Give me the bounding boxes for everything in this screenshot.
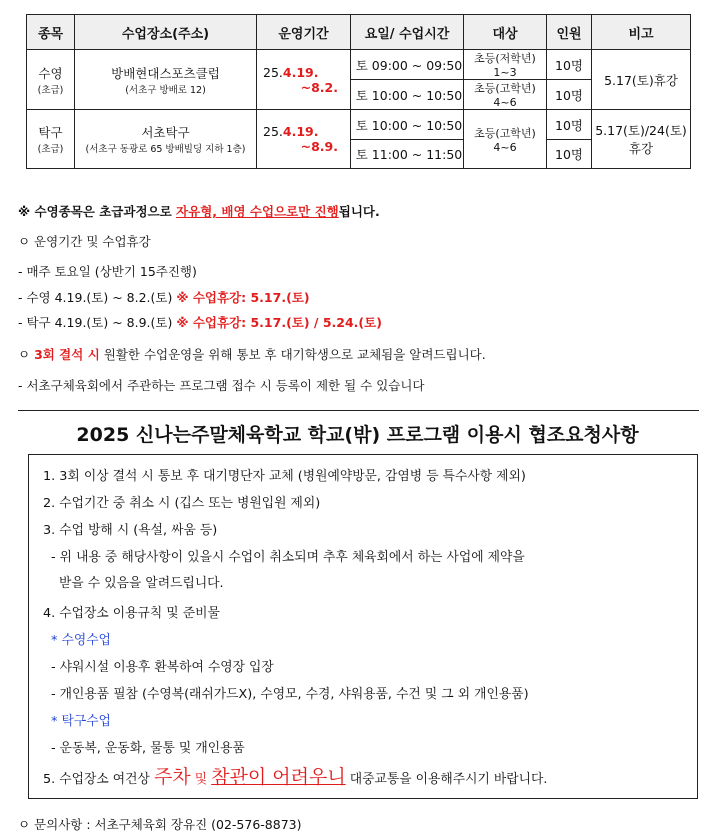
table-row <box>27 50 691 80</box>
tt-period: - 탁구 4.19.(토) ~ 8.9.(토) ※ 수업휴강: 5.17.(토) / 5.24.(토) <box>18 315 382 330</box>
list-item: 4. 수업장소 이용규칙 및 준비물 <box>43 606 220 621</box>
request-box <box>28 454 698 799</box>
schedule-table <box>26 14 691 169</box>
note-cell: 5.17(토)휴강 <box>592 50 691 110</box>
count-cell: 10명 <box>547 50 592 80</box>
registration-limit: - 서초구체육회에서 주관하는 프로그램 접수 시 등록이 제한 될 수 있습니다 <box>18 378 425 393</box>
time-cell: 토 10:00 ~ 10:50 <box>351 80 464 110</box>
place-cell: 방배현대스포츠클럽 (서초구 방배로 12) <box>75 50 257 110</box>
divider <box>18 410 699 411</box>
target-cell: 초등(고학년) 4~6 <box>464 80 547 110</box>
header-target: 대상 <box>464 15 547 50</box>
count-cell: 10명 <box>547 140 592 169</box>
target-cell: 초등(고학년) 4~6 <box>464 110 547 169</box>
time-cell: 토 11:00 ~ 11:50 <box>351 140 464 169</box>
table-header-row <box>27 15 691 50</box>
time-cell: 토 09:00 ~ 09:50 <box>351 50 464 80</box>
note-cell: 5.17(토)/24(토) 휴강 <box>592 110 691 169</box>
header-count: 인원 <box>547 15 592 50</box>
swim-period: - 수영 4.19.(토) ~ 8.2.(토) ※ 수업휴강: 5.17.(토) <box>18 290 310 305</box>
list-item: 1. 3회 이상 결석 시 통보 후 대기명단자 교체 (병원예약방문, 감염병 등 특수사항 제외) <box>43 469 526 484</box>
sport-cell: 탁구 (초급) <box>27 110 75 169</box>
list-item: - 위 내용 중 해당사항이 있을시 수업이 취소되며 추후 체육회에서 하는 사업에 제약을 <box>51 550 525 565</box>
header-place: 수업장소(주소) <box>75 15 257 50</box>
time-cell: 토 10:00 ~ 10:50 <box>351 110 464 140</box>
place-cell: 서초탁구 (서초구 동광로 65 방배빌딩 지하 1층) <box>75 110 257 169</box>
header-period: 운영기간 <box>257 15 351 50</box>
list-item: - 샤워시설 이용후 환복하여 수영장 입장 <box>51 660 274 675</box>
contact-info: ㅇ 문의사항 : 서초구체육회 장유진 (02-576-8873) <box>18 817 302 832</box>
section-title: 2025 신나는주말체육학교 학교(밖) 프로그램 이용시 협조요청사항 <box>76 424 639 446</box>
list-item: - 개인용품 필참 (수영복(래쉬가드X), 수영모, 수경, 샤워용품, 수건 및 그 외 개인용품) <box>51 687 529 702</box>
period-cell: 25.4.19. ~8.2. <box>257 50 351 110</box>
absence-notice: ㅇ 3회 결석 시 원활한 수업운영을 위해 통보 후 대기학생으로 교체됨을 알려드립니다. <box>18 347 486 362</box>
list-item: 받을 수 있음을 알려드립니다. <box>59 576 224 591</box>
period-heading: ㅇ 운영기간 및 수업휴강 <box>18 234 151 249</box>
count-cell: 10명 <box>547 80 592 110</box>
list-item: * 탁구수업 <box>51 714 111 729</box>
list-item: - 운동복, 운동화, 물통 및 개인용품 <box>51 741 245 756</box>
list-item: 3. 수업 방해 시 (욕설, 싸움 등) <box>43 523 218 538</box>
header-time: 요일/ 수업시간 <box>351 15 464 50</box>
swim-notice: ※ 수영종목은 초급과정으로 자유형, 배영 수업으로만 진행됩니다. <box>18 204 380 219</box>
list-item: 5. 수업장소 여건상 주차 및 참관이 어려우니 대중교통을 이용해주시기 바랍니다. <box>43 766 548 788</box>
target-cell: 초등(저학년) 1~3 <box>464 50 547 80</box>
sport-cell: 수영 (초급) <box>27 50 75 110</box>
header-sport: 종목 <box>27 15 75 50</box>
count-cell: 10명 <box>547 110 592 140</box>
every-saturday: - 매주 토요일 (상반기 15주진행) <box>18 264 197 279</box>
list-item: * 수영수업 <box>51 633 111 648</box>
period-cell: 25.4.19. ~8.9. <box>257 110 351 169</box>
table-row <box>27 110 691 140</box>
list-item: 2. 수업기간 중 취소 시 (깁스 또는 병원입원 제외) <box>43 496 321 511</box>
header-note: 비고 <box>592 15 691 50</box>
